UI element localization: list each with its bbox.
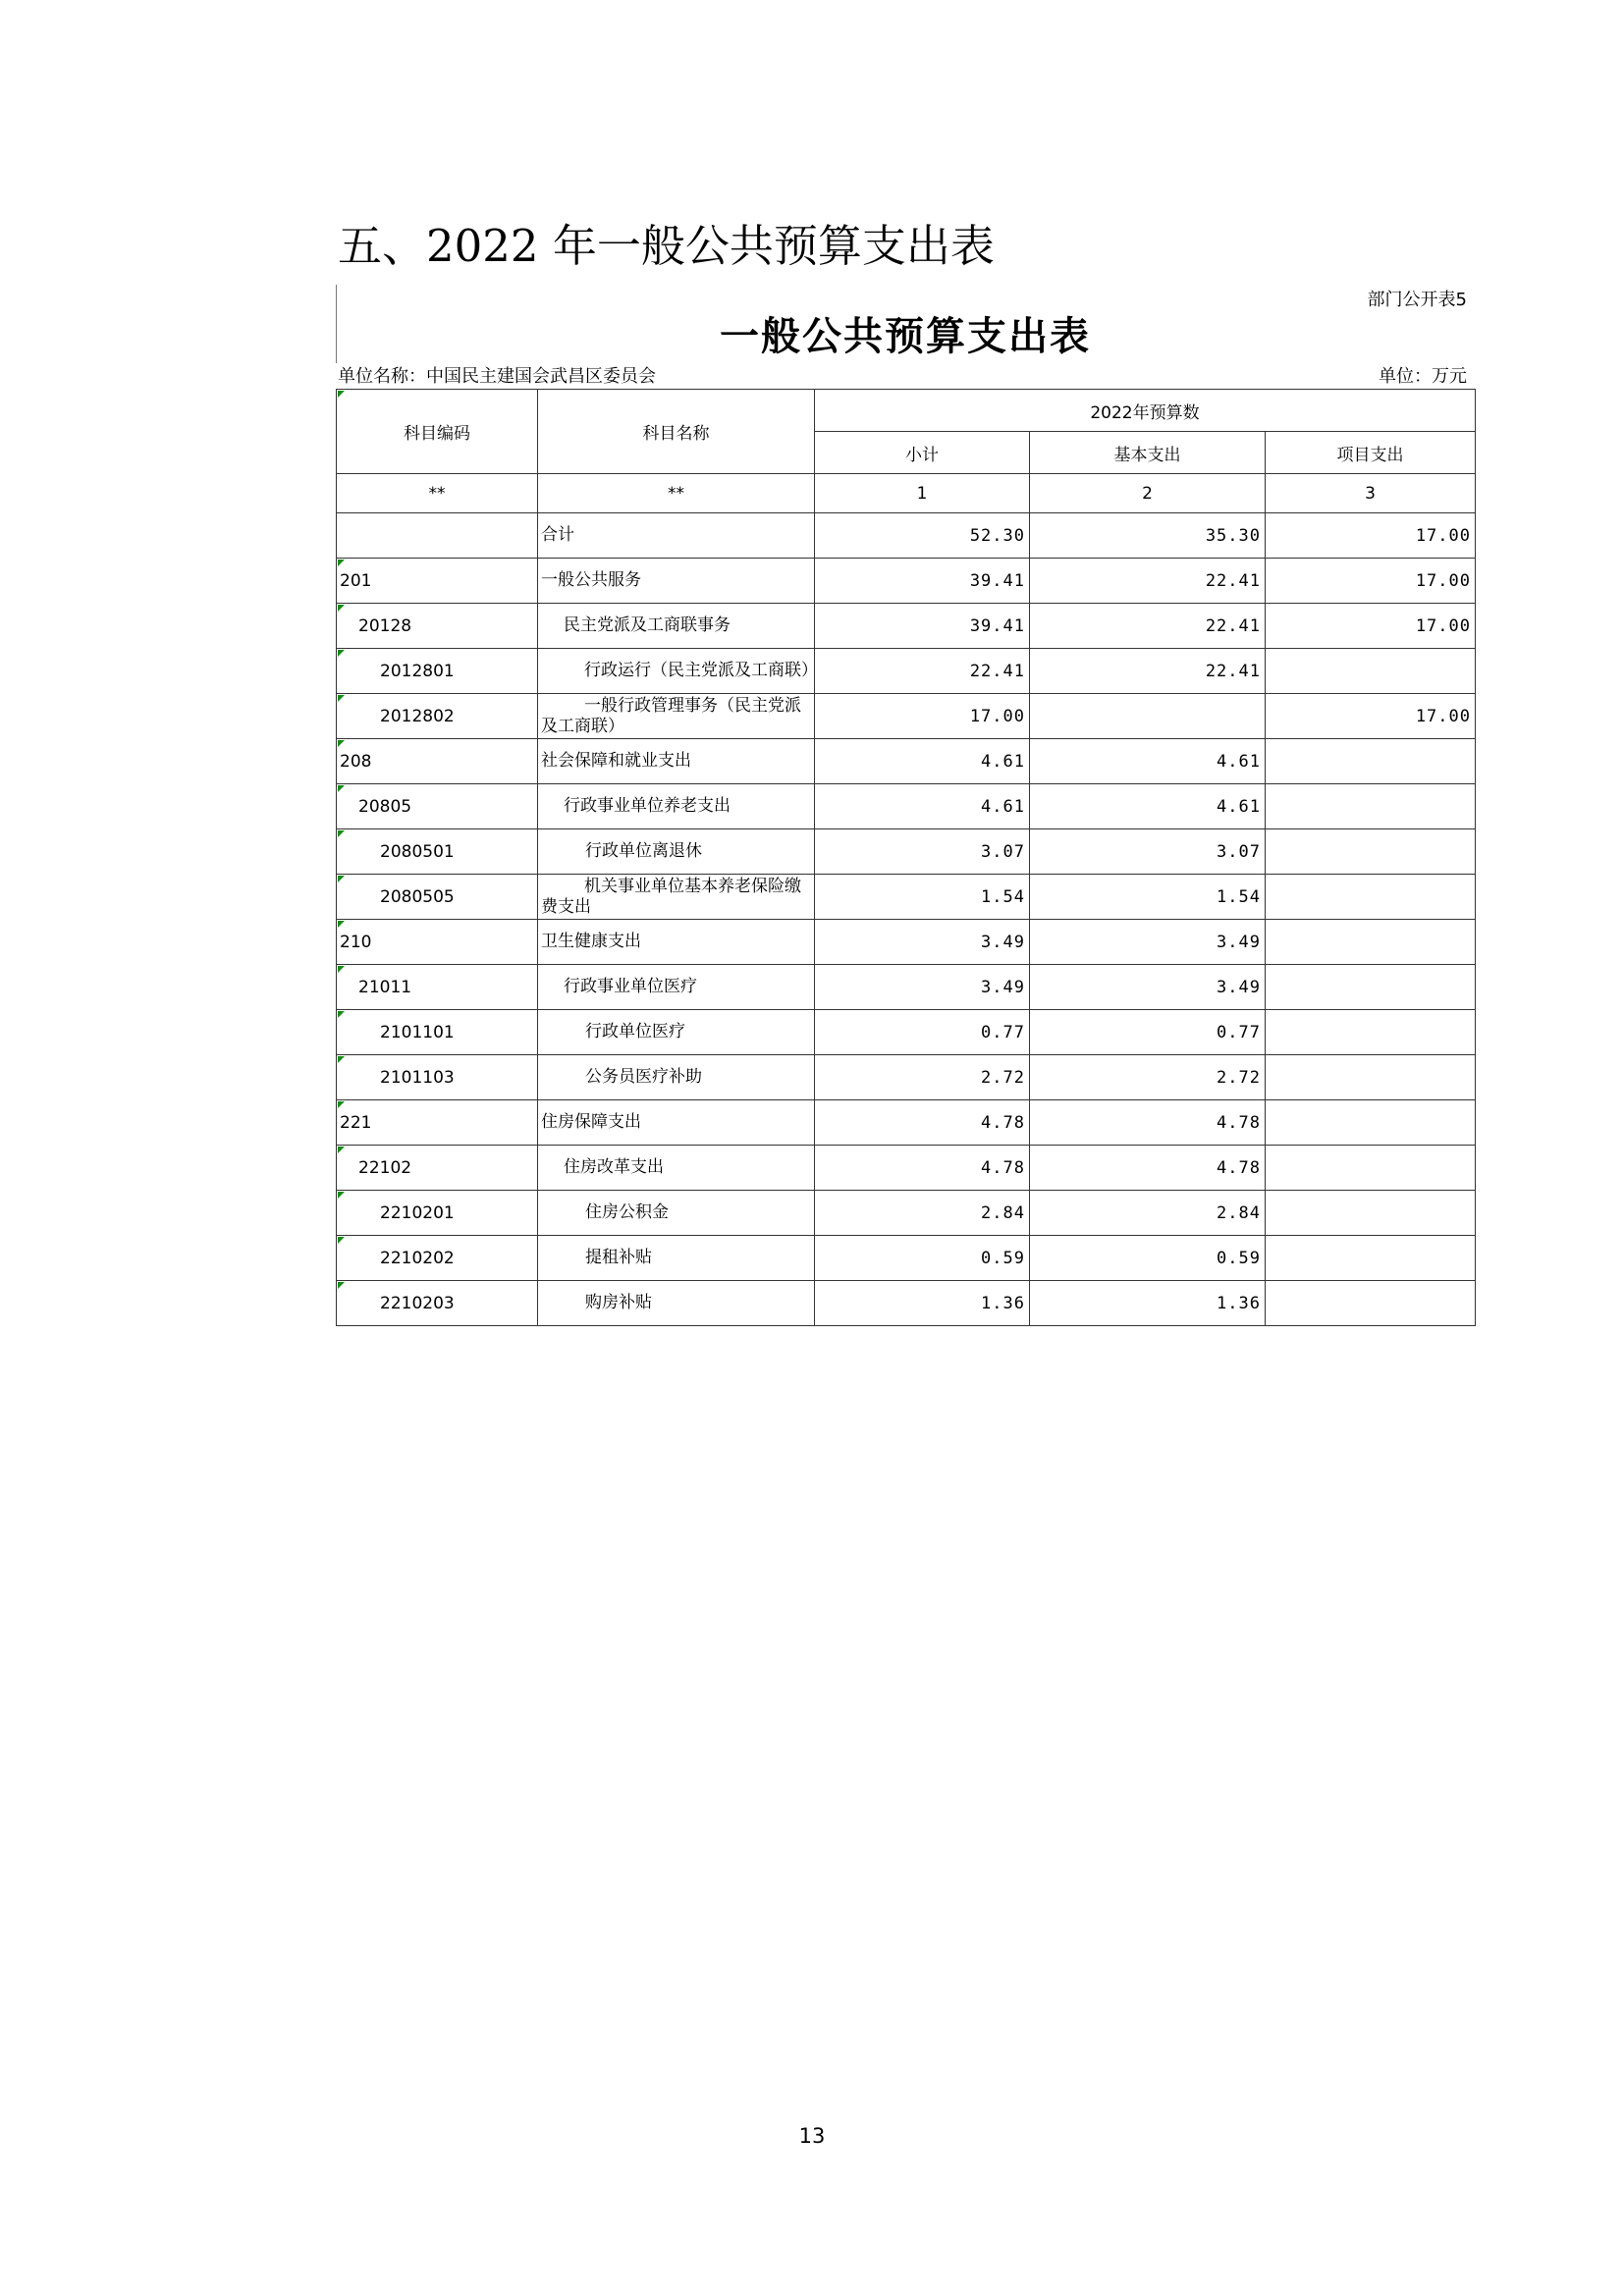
row-project — [1266, 739, 1476, 784]
form-label: 部门公开表5 — [1367, 290, 1467, 310]
row-basic: 4.61 — [1030, 784, 1266, 829]
index-project: 3 — [1266, 474, 1476, 513]
table-row — [337, 694, 1476, 739]
budget-body — [337, 474, 1476, 1326]
page-number: 13 — [798, 2124, 826, 2148]
table-row — [337, 1191, 1476, 1236]
row-project: 17.00 — [1266, 559, 1476, 604]
row-name: 购房补贴 — [538, 1281, 815, 1326]
index-name: ** — [538, 474, 815, 513]
row-name: 提租补贴 — [538, 1236, 815, 1281]
total-name: 合计 — [538, 513, 815, 559]
row-basic: 2.72 — [1030, 1055, 1266, 1100]
row-subtotal: 3.07 — [815, 829, 1030, 875]
row-project — [1266, 784, 1476, 829]
row-name — [538, 694, 815, 739]
row-project: 17.00 — [1266, 604, 1476, 649]
row-code-text: 20128 — [358, 615, 412, 636]
row-basic: 1.36 — [1030, 1281, 1266, 1326]
row-name: 住房改革支出 — [538, 1146, 815, 1191]
index-basic: 2 — [1030, 474, 1266, 513]
header-name: 科目名称 — [538, 390, 815, 474]
table-row — [337, 649, 1476, 694]
row-subtotal: 2.84 — [815, 1191, 1030, 1236]
index-code: ** — [337, 474, 538, 513]
row-basic: 4.78 — [1030, 1146, 1266, 1191]
row-project — [1266, 829, 1476, 875]
row-project — [1266, 965, 1476, 1010]
row-code — [337, 694, 538, 739]
unit-currency: 单位：万元 — [1379, 366, 1467, 387]
row-code — [337, 1236, 538, 1281]
row-subtotal: 0.77 — [815, 1010, 1030, 1055]
row-code — [337, 1100, 538, 1146]
row-name: 行政单位医疗 — [538, 1010, 815, 1055]
cell-marker-icon — [338, 560, 345, 566]
row-code — [337, 1146, 538, 1191]
row-name: 社会保障和就业支出 — [538, 739, 815, 784]
row-code-text: 2080505 — [380, 886, 455, 907]
row-code — [337, 1281, 538, 1326]
table-row — [337, 739, 1476, 784]
row-basic: 0.59 — [1030, 1236, 1266, 1281]
cell-marker-icon — [338, 740, 345, 747]
table-row — [337, 1100, 1476, 1146]
row-name: 民主党派及工商联事务 — [538, 604, 815, 649]
row-subtotal: 4.61 — [815, 739, 1030, 784]
header-row-1 — [337, 390, 1476, 432]
row-project — [1266, 1146, 1476, 1191]
table-row — [337, 965, 1476, 1010]
row-basic: 2.84 — [1030, 1191, 1266, 1236]
total-subtotal: 52.30 — [815, 513, 1030, 559]
header-budget-group: 2022年预算数 — [815, 390, 1476, 432]
row-code-text: 21011 — [358, 977, 412, 997]
row-code-text: 221 — [340, 1112, 372, 1133]
row-code-text: 2210201 — [380, 1202, 455, 1223]
cell-marker-icon — [338, 1192, 345, 1199]
total-project: 17.00 — [1266, 513, 1476, 559]
row-project — [1266, 875, 1476, 920]
cell-marker-icon — [338, 1237, 345, 1244]
row-subtotal: 1.54 — [815, 875, 1030, 920]
row-name — [538, 875, 815, 920]
row-basic: 3.49 — [1030, 920, 1266, 965]
table-row — [337, 1055, 1476, 1100]
cell-marker-icon — [338, 650, 345, 657]
row-name-text: 一般行政管理事务（民主党派及工商联） — [541, 695, 801, 736]
row-code — [337, 604, 538, 649]
row-code — [337, 965, 538, 1010]
row-subtotal: 4.78 — [815, 1146, 1030, 1191]
row-basic: 22.41 — [1030, 559, 1266, 604]
row-name: 住房保障支出 — [538, 1100, 815, 1146]
row-name: 卫生健康支出 — [538, 920, 815, 965]
header-basic: 基本支出 — [1030, 432, 1266, 474]
row-code-text: 20805 — [358, 796, 412, 817]
row-basic: 22.41 — [1030, 604, 1266, 649]
cell-marker-icon — [338, 1282, 345, 1289]
cell-marker-icon — [338, 830, 345, 837]
row-project — [1266, 1100, 1476, 1146]
row-name: 行政事业单位医疗 — [538, 965, 815, 1010]
row-project — [1266, 1055, 1476, 1100]
row-code-text: 22102 — [358, 1157, 412, 1178]
row-basic: 1.54 — [1030, 875, 1266, 920]
row-code-text: 2210202 — [380, 1248, 455, 1268]
budget-table — [336, 389, 1476, 1326]
total-basic: 35.30 — [1030, 513, 1266, 559]
row-code-text: 208 — [340, 751, 372, 772]
row-subtotal: 22.41 — [815, 649, 1030, 694]
row-project — [1266, 1236, 1476, 1281]
row-basic: 0.77 — [1030, 1010, 1266, 1055]
table-row — [337, 875, 1476, 920]
header-code-label: 科目编码 — [404, 424, 470, 444]
table-row — [337, 920, 1476, 965]
cell-marker-icon — [338, 1011, 345, 1018]
total-code — [337, 513, 538, 559]
cell-marker-icon — [338, 876, 345, 882]
table-row — [337, 784, 1476, 829]
row-basic: 22.41 — [1030, 649, 1266, 694]
row-code — [337, 784, 538, 829]
total-row — [337, 513, 1476, 559]
row-code — [337, 739, 538, 784]
row-subtotal: 4.78 — [815, 1100, 1030, 1146]
row-name: 一般公共服务 — [538, 559, 815, 604]
row-code — [337, 875, 538, 920]
unit-name: 单位名称：中国民主建国会武昌区委员会 — [338, 366, 656, 387]
index-row — [337, 474, 1476, 513]
row-code — [337, 1055, 538, 1100]
row-code — [337, 1010, 538, 1055]
row-subtotal: 39.41 — [815, 559, 1030, 604]
cell-marker-icon — [338, 921, 345, 928]
row-subtotal: 2.72 — [815, 1055, 1030, 1100]
table-row — [337, 1010, 1476, 1055]
row-project — [1266, 1010, 1476, 1055]
row-project — [1266, 920, 1476, 965]
row-name: 住房公积金 — [538, 1191, 815, 1236]
row-code-text: 210 — [340, 932, 372, 952]
cell-marker-icon — [338, 785, 345, 792]
header-code — [337, 390, 538, 474]
cell-marker-icon — [338, 1101, 345, 1108]
row-subtotal: 39.41 — [815, 604, 1030, 649]
table-row — [337, 559, 1476, 604]
row-code-text: 201 — [340, 570, 372, 591]
cell-marker-icon — [338, 1056, 345, 1063]
cell-marker-icon — [338, 1147, 345, 1153]
row-code-text: 2012801 — [380, 661, 455, 681]
row-code — [337, 559, 538, 604]
table-row — [337, 1236, 1476, 1281]
row-project — [1266, 1191, 1476, 1236]
section-heading: 五、2022 年一般公共预算支出表 — [338, 220, 995, 272]
row-subtotal: 0.59 — [815, 1236, 1030, 1281]
index-subtotal: 1 — [815, 474, 1030, 513]
meta-row — [338, 365, 1467, 389]
row-basic — [1030, 694, 1266, 739]
row-name-text: 机关事业单位基本养老保险缴费支出 — [541, 876, 801, 917]
row-name: 行政单位离退休 — [538, 829, 815, 875]
row-name — [538, 649, 818, 694]
cell-marker-icon — [338, 605, 345, 612]
row-subtotal: 3.49 — [815, 965, 1030, 1010]
row-project: 17.00 — [1266, 694, 1476, 739]
row-code — [337, 1191, 538, 1236]
cell-marker-icon — [338, 966, 345, 973]
cell-marker-icon — [338, 391, 345, 398]
table-title: 一般公共预算支出表 — [720, 313, 1091, 359]
header-project: 项目支出 — [1266, 432, 1476, 474]
row-name-text: 行政运行（民主党派及工商联） — [584, 661, 818, 680]
header-subtotal: 小计 — [815, 432, 1030, 474]
row-project — [1266, 649, 1476, 694]
row-code — [337, 649, 538, 694]
row-code-text: 2080501 — [380, 841, 455, 862]
row-code — [337, 920, 538, 965]
row-code-text: 2101101 — [380, 1022, 455, 1042]
table-row — [337, 1281, 1476, 1326]
row-subtotal: 4.61 — [815, 784, 1030, 829]
row-basic: 4.61 — [1030, 739, 1266, 784]
table-row — [337, 604, 1476, 649]
row-subtotal: 3.49 — [815, 920, 1030, 965]
table-row — [337, 829, 1476, 875]
row-name: 公务员医疗补助 — [538, 1055, 815, 1100]
row-basic: 3.07 — [1030, 829, 1266, 875]
row-subtotal: 1.36 — [815, 1281, 1030, 1326]
row-project — [1266, 1281, 1476, 1326]
row-basic: 3.49 — [1030, 965, 1266, 1010]
row-code — [337, 829, 538, 875]
row-code-text: 2210203 — [380, 1293, 455, 1313]
row-code-text: 2012802 — [380, 706, 455, 726]
table-row — [337, 1146, 1476, 1191]
row-code-text: 2101103 — [380, 1067, 455, 1088]
cell-marker-icon — [338, 695, 345, 702]
row-name: 行政事业单位养老支出 — [538, 784, 815, 829]
row-subtotal: 17.00 — [815, 694, 1030, 739]
row-basic: 4.78 — [1030, 1100, 1266, 1146]
